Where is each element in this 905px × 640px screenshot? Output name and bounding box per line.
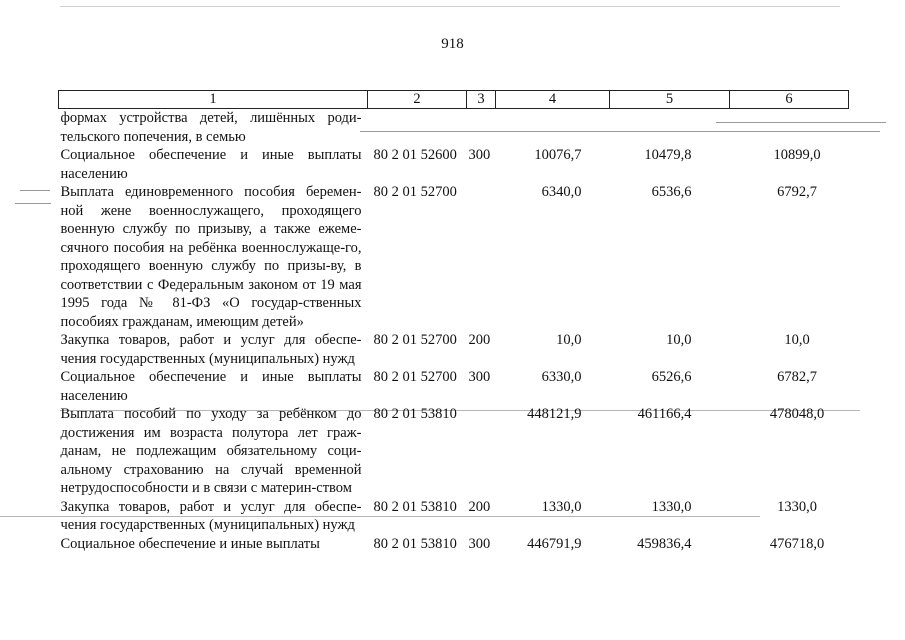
column-header: 5: [610, 91, 730, 109]
row-value-5: 6536,6: [651, 184, 692, 200]
row-value-4: 446791,9: [527, 535, 582, 552]
scan-artifact-line: [20, 190, 50, 191]
row-value-5: 6526,6: [651, 369, 692, 385]
table-row: [59, 109, 849, 147]
row-name: Социальное обеспечение и иные выплаты: [60, 535, 320, 552]
row-expense-type: 200: [468, 332, 491, 348]
row-value-6: 6782,7: [777, 369, 817, 385]
row-value-5: 459836,4: [637, 535, 692, 552]
table-row: [59, 146, 849, 183]
row-name: Закупка товаров, работ и услуг для обеспе-чения государственных (муниципальных) нужд: [60, 498, 362, 533]
row-value-6: 476718,0: [769, 535, 825, 552]
row-code: 80 2 01 52600: [373, 147, 457, 163]
row-value-6: 6792,7: [777, 184, 817, 200]
row-value-6: [730, 109, 849, 147]
scan-artifact-line: [60, 6, 840, 7]
table-row: [59, 183, 849, 331]
row-name: Закупка товаров, работ и услуг для обеспе-чения государственных (муниципальных) нужд: [60, 332, 362, 367]
row-value-4: 448121,9: [527, 406, 582, 422]
row-value-4: 6340,0: [541, 184, 582, 200]
row-value-5: 1330,0: [651, 498, 692, 515]
row-value-6: 478048,0: [769, 406, 825, 422]
row-value-5: 10,0: [666, 332, 692, 348]
row-value-4: [496, 109, 610, 147]
row-name: формах устройства детей, лишённых роди-тельского попечения, в семью: [60, 110, 362, 145]
row-expense-type: 300: [468, 147, 491, 163]
row-value-5: [610, 109, 730, 147]
row-expense-type: 300: [468, 535, 491, 552]
row-value-6: 10,0: [784, 332, 810, 348]
row-name: Социальное обеспечение и иные выплаты населению: [60, 369, 362, 404]
row-value-4: 1330,0: [541, 498, 582, 515]
row-code: 80 2 01 53810: [373, 498, 457, 515]
row-expense-type: [467, 183, 496, 331]
table-row: [59, 331, 849, 368]
row-value-5: 10479,8: [644, 147, 692, 163]
column-header: 3: [467, 91, 496, 109]
row-code: [368, 109, 467, 147]
row-code: 80 2 01 52700: [373, 332, 457, 348]
table-row: [59, 405, 849, 498]
row-code: 80 2 01 52700: [373, 184, 457, 200]
table-row: [59, 368, 849, 405]
row-expense-type: [467, 109, 496, 147]
row-name: Выплата единовременного пособия беремен-ной жене военнослужащего, проходящего военную службу по призыву, а также ежеме-сячного пособия на ребёнка военнослужаще-го, проходящего военную службу по призы-ву, в соответствии с Федеральным законом от 19 мая 1995 года № 81-ФЗ «О государ-ственных пособиях гражданам, имеющим детей»: [60, 184, 362, 330]
scan-artifact-line: [15, 203, 51, 204]
row-expense-type: [467, 405, 496, 498]
row-code: 80 2 01 53810: [373, 535, 457, 552]
column-header: 6: [730, 91, 849, 109]
column-header: 2: [368, 91, 467, 109]
row-value-4: 6330,0: [541, 369, 582, 385]
row-value-5: 461166,4: [637, 406, 692, 422]
row-name: Выплата пособий по уходу за ребёнком до достижения им возраста полутора лет граж-данам, не подлежащим обязательному соци-альному страхованию на случай временной нетрудоспособности и в связи с материн-ством: [60, 406, 362, 496]
row-expense-type: 200: [468, 498, 491, 515]
column-header: 1: [59, 91, 368, 109]
row-code: 80 2 01 53810: [373, 406, 457, 422]
row-name: Социальное обеспечение и иные выплаты населению: [60, 147, 362, 182]
table-row: [59, 498, 849, 535]
page-number: 918: [441, 36, 464, 52]
budget-table: [58, 90, 849, 553]
row-value-4: 10,0: [556, 332, 582, 348]
column-header: 4: [496, 91, 610, 109]
row-code: 80 2 01 52700: [373, 369, 457, 385]
table-header-row: [59, 91, 849, 109]
table-row: [59, 535, 849, 554]
row-value-6: 1330,0: [777, 498, 817, 515]
row-value-6: 10899,0: [773, 147, 821, 163]
row-value-4: 10076,7: [534, 147, 582, 163]
row-expense-type: 300: [468, 369, 491, 385]
